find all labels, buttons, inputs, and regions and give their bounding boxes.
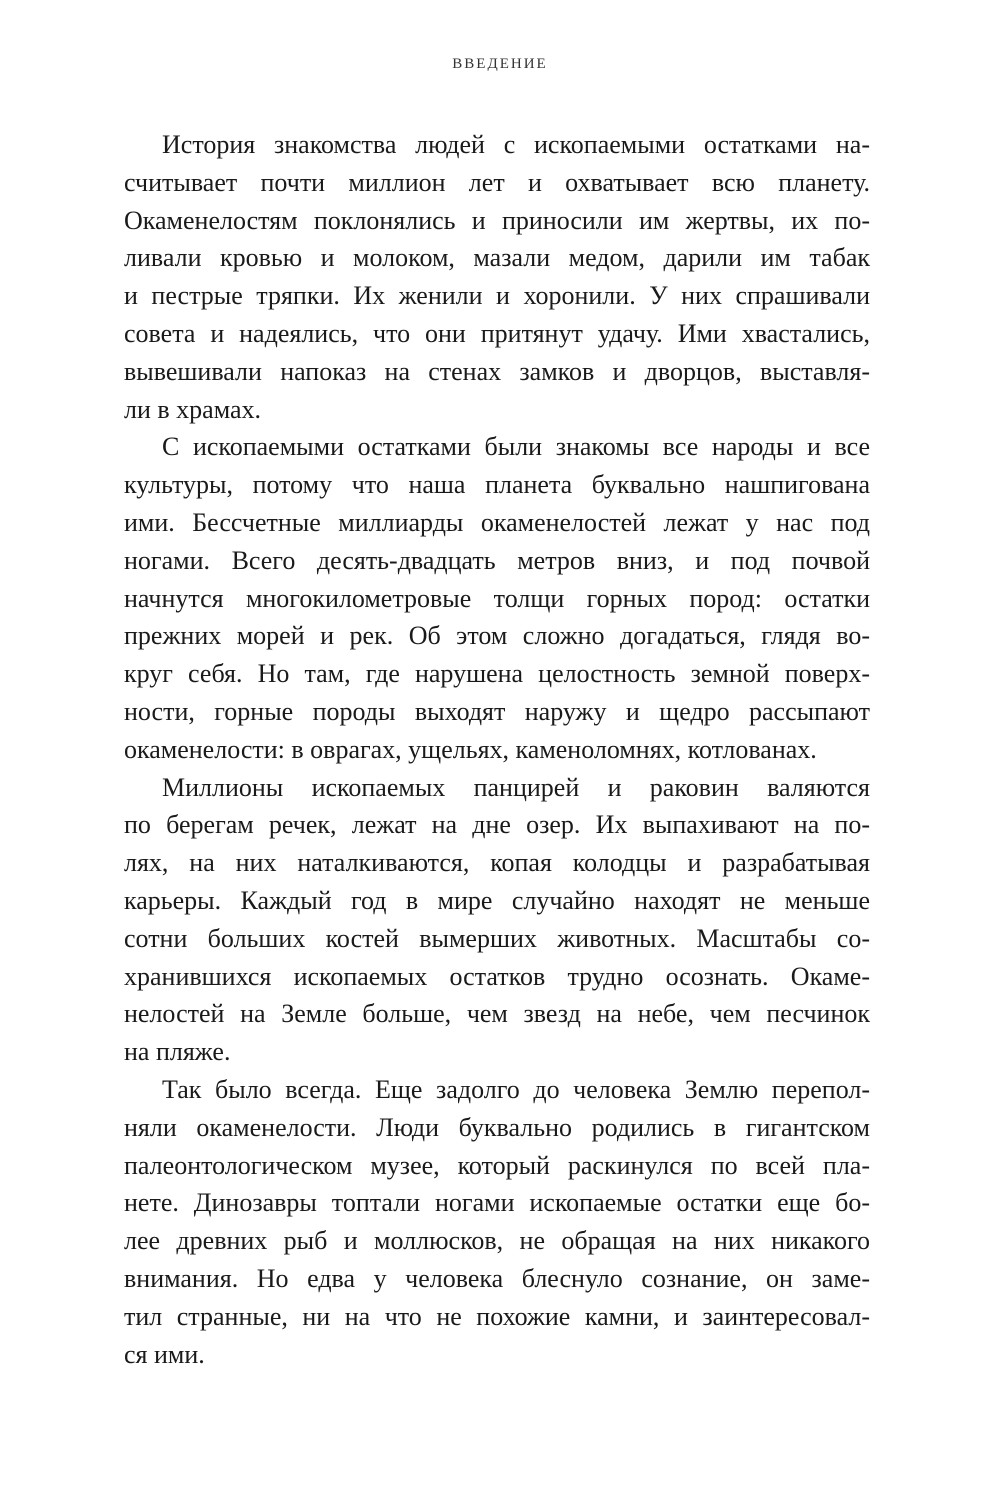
text-line: по берегам речек, лежат на дне озер. Их выпахивают на по- [124, 810, 870, 840]
text-line: ли в храмах. [124, 394, 262, 424]
text-line: С ископаемыми остатками были знакомы все народы и все [162, 432, 870, 462]
text-line: окаменелости: в оврагах, ущельях, каменоломнях, котлованах. [124, 734, 817, 764]
text-line: ливали кровью и молоком, мазали медом, дарили им табак [124, 243, 870, 273]
paragraph-1 [124, 126, 870, 428]
running-head: ВВЕДЕНИЕ [452, 56, 548, 72]
text-line: ногами. Всего десять-двадцать метров вниз, и под почвой [124, 545, 870, 575]
text-line: карьеры. Каждый год в мире случайно находят не меньше [124, 885, 870, 915]
text-line: лях, на них наталкиваются, копая колодцы и разрабатывая [124, 848, 870, 878]
text-line: Так было всегда. Еще задолго до человека Землю перепол- [162, 1074, 870, 1104]
text-line: ими. Бессчетные миллиарды окаменелостей лежат у нас под [124, 507, 870, 537]
text-line: культуры, потому что наша планета буквально нашпигована [124, 470, 870, 500]
text-line: палеонтологическом музее, который раскинулся по всей пла- [124, 1150, 870, 1180]
paragraph-2 [124, 428, 870, 768]
text-line: внимания. Но едва у человека блеснуло сознание, он заме- [124, 1263, 870, 1293]
body-text [124, 126, 870, 1373]
text-line: лее древних рыб и моллюсков, не обращая на них никакого [124, 1226, 870, 1256]
text-line: начнутся многокилометровые толщи горных пород: остатки [124, 583, 870, 613]
text-line: ся ими. [124, 1339, 205, 1369]
paragraph-4 [124, 1071, 870, 1373]
text-line: круг себя. Но там, где нарушена целостность земной поверх- [124, 659, 870, 689]
text-line: прежних морей и рек. Об этом сложно догадаться, глядя во- [124, 621, 870, 651]
text-line: нелостей на Земле больше, чем звезд на небе, чем песчинок [124, 999, 870, 1029]
paragraph-3 [124, 769, 870, 1071]
text-line: нете. Динозавры топтали ногами ископаемые остатки еще бо- [124, 1188, 870, 1218]
text-line: совета и надеялись, что они притянут удачу. Ими хвастались, [124, 318, 870, 348]
text-line: тил странные, ни на что не похожие камни, и заинтересовал- [124, 1301, 870, 1331]
text-line: Миллионы ископаемых панцирей и раковин валяются [162, 772, 870, 802]
text-line: на пляже. [124, 1037, 231, 1067]
text-line: няли окаменелости. Люди буквально родились в гигантском [124, 1112, 870, 1142]
text-line: вывешивали напоказ на стенах замков и дворцов, выставля- [124, 356, 870, 386]
text-line: сотни больших костей вымерших животных. Масштабы со- [124, 923, 870, 953]
text-line: считывает почти миллион лет и охватывает всю планету. [124, 167, 870, 197]
text-line: История знакомства людей с ископаемыми остатками на- [162, 130, 870, 159]
text-line: хранившихся ископаемых остатков трудно осознать. Окаме- [124, 961, 870, 991]
text-line: Окаменелостям поклонялись и приносили им жертвы, их по- [124, 205, 870, 235]
text-line: и пестрые тряпки. Их женили и хоронили. У них спрашивали [124, 281, 870, 311]
text-line: ности, горные породы выходят наружу и щедро рассыпают [124, 696, 870, 726]
